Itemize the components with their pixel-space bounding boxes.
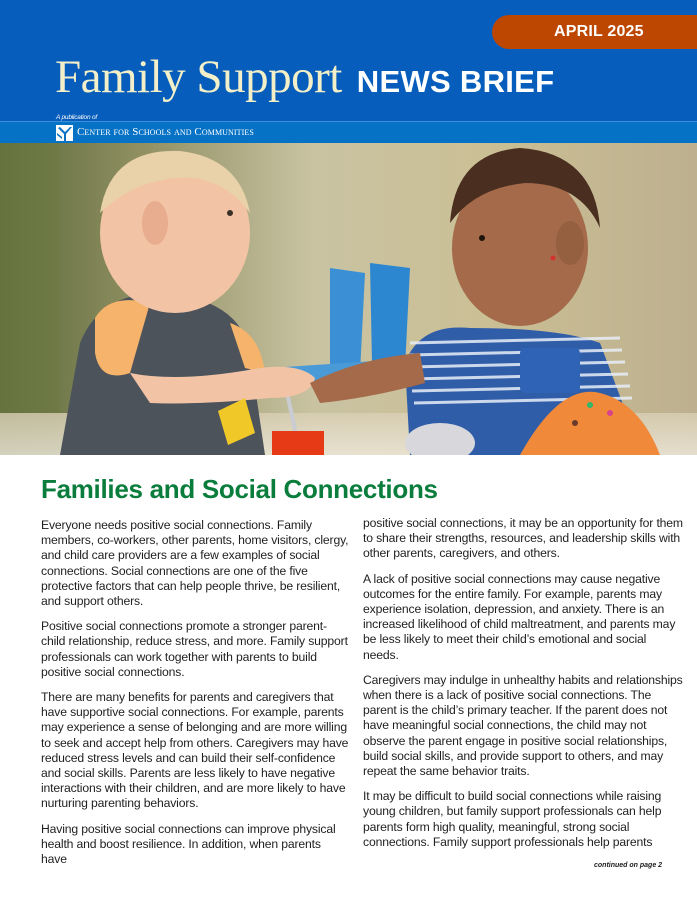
paragraph: There are many benefits for parents and caregivers that have supportive social connections. For example, parents may experience a sense of belonging and are more willing to seek and accept help from others. Caregivers may have reduced stress levels and can build their self-confidence and social skills. Parents are less likely to have negative interactions with their children, and are more likely to have nurturing parenting behaviors.	[41, 690, 349, 811]
hero-photo	[0, 143, 697, 455]
paragraph: positive social connections, it may be an opportunity for them to share their strengths, resources, and leadership skills with other parents, caregivers, and others.	[363, 516, 683, 561]
newsletter-title	[55, 50, 554, 102]
paragraph: Everyone needs positive social connections. Family members, co-workers, other parents, home visitors, clergy, and child care providers are a few examples of social connections. Social connections are one of the five protective factors that can help people thrive, be resilient, and support others.	[41, 518, 349, 609]
paragraph: A lack of positive social connections may cause negative outcomes for the entire family. For example, parents may experience isolation, depression, and anxiety. There is an increased likelihood of child maltreatment, and parents may be less likely to meet their child’s emotional and social needs.	[363, 571, 676, 662]
article-headline: Families and Social Connections	[41, 474, 438, 504]
organization-name: Center for Schools and Communities	[77, 126, 254, 138]
continued-on-page-link[interactable]: continued on page 2	[594, 862, 663, 869]
article-column-right	[363, 516, 683, 860]
organization-bar	[0, 121, 697, 143]
issue-date-badge: APRIL 2025	[492, 15, 697, 49]
paragraph: Positive social connections promote a stronger parent-child relationship, reduce stress, and more. Family support professionals can work together with parents to build positive social connections.	[41, 619, 348, 679]
publication-of-label: A publication of	[56, 114, 98, 121]
toddlers-photo-illustration	[0, 143, 697, 455]
title-family-support: Family Support	[55, 51, 342, 103]
paragraph: Caregivers may indulge in unhealthy habits and relationships when there is a lack of positive social connections. The parent is the child’s primary teacher. If the parent does not have meaningful social connections, the child may not observe the parent engage in positive social relationships, build social skills, and provide support to others, and may repeat the same behavior traits.	[363, 672, 683, 779]
paragraph: It may be difficult to build social connections while raising young children, but family support professionals can help parents form high quality, meaningful, strong social connections. Family support professionals help parents	[363, 789, 662, 849]
organization-logo-icon	[56, 125, 73, 141]
masthead	[0, 0, 697, 121]
title-news-brief: NEWS BRIEF	[356, 64, 555, 99]
paragraph: Having positive social connections can improve physical health and boost resilience. In addition, when parents have	[41, 821, 336, 867]
article-column-left	[41, 518, 349, 877]
